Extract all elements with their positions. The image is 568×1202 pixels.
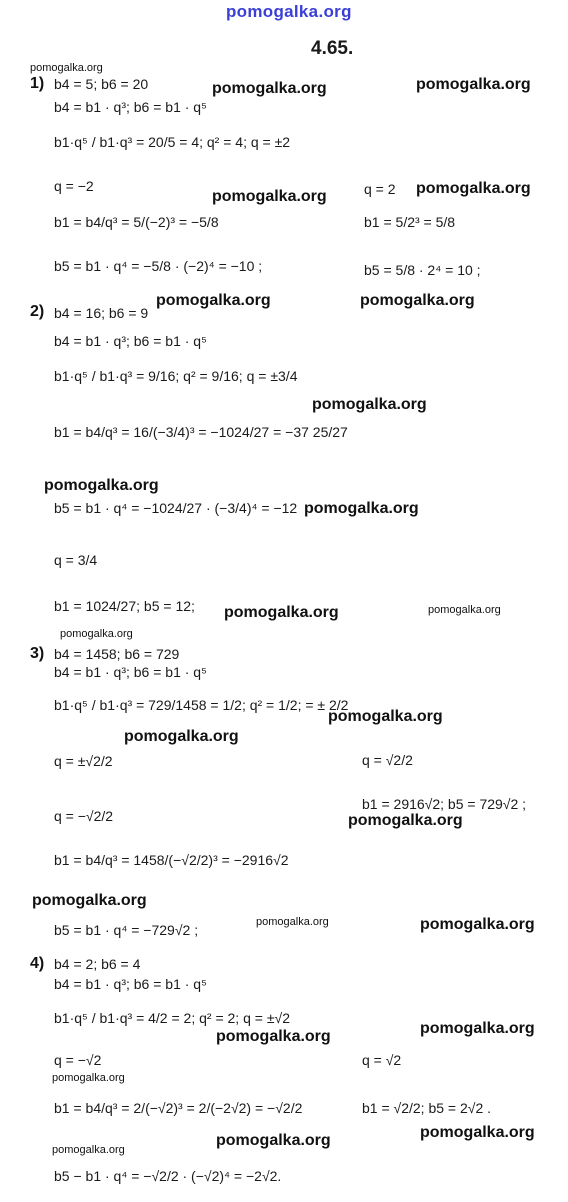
task-number: 4.65. — [311, 38, 354, 59]
watermark: pomogalka.org — [420, 1020, 535, 1037]
watermark: pomogalka.org — [216, 1028, 331, 1045]
watermark: pomogalka.org — [32, 892, 147, 909]
part-label: 3) — [30, 645, 45, 662]
math-line: b4 = 1458; b6 = 729 — [54, 646, 180, 662]
watermark: pomogalka.org — [30, 62, 103, 74]
math-line: b1 = b4/q³ = 1458/(−√2/2)³ = −2916√2 — [54, 852, 289, 868]
math-line: b1 = 2916√2; b5 = 729√2 ; — [362, 796, 527, 812]
math-line: b4 = b1 · q³; b6 = b1 · q⁵ — [54, 333, 207, 349]
math-line: b1·q⁵ / b1·q³ = 20/5 = 4; q² = 4; q = ±2 — [54, 134, 291, 150]
math-line: b4 = b1 · q³; b6 = b1 · q⁵ — [54, 664, 207, 680]
math-line: q = −√2/2 — [54, 808, 114, 824]
watermark: pomogalka.org — [156, 292, 271, 309]
watermark: pomogalka.org — [416, 180, 531, 197]
watermark: pomogalka.org — [224, 604, 339, 621]
math-line: b1·q⁵ / b1·q³ = 729/1458 = 1/2; q² = 1/2; = ± 2/2 — [54, 697, 349, 713]
math-line: b1 = 5/2³ = 5/8 — [364, 214, 456, 230]
watermark: pomogalka.org — [420, 1124, 535, 1141]
math-line: q = ±√2/2 — [54, 753, 113, 769]
watermark: pomogalka.org — [216, 1132, 331, 1149]
math-line: b1·q⁵ / b1·q³ = 4/2 = 2; q² = 2; q = ±√2 — [54, 1010, 290, 1026]
math-line: q = 2 — [364, 181, 396, 197]
math-line: q = −√2 — [54, 1052, 102, 1068]
math-line: b5 = b1 · q⁴ = −729√2 ; — [54, 922, 199, 938]
math-line: b1 = √2/2; b5 = 2√2 . — [362, 1100, 492, 1116]
watermark: pomogalka.org — [124, 728, 239, 745]
math-line: b4 = b1 · q³; b6 = b1 · q⁵ — [54, 976, 207, 992]
math-line: b1 = 1024/27; b5 = 12; — [54, 598, 195, 614]
math-line: b4 = 2; b6 = 4 — [54, 956, 141, 972]
watermark: pomogalka.org — [44, 477, 159, 494]
watermark: pomogalka.org — [360, 292, 475, 309]
watermark: pomogalka.org — [256, 916, 329, 928]
math-line: b4 = 16; b6 = 9 — [54, 305, 149, 321]
math-line: b1 = b4/q³ = 5/(−2)³ = −5/8 — [54, 214, 219, 230]
watermark: pomogalka.org — [428, 604, 501, 616]
math-line: b1·q⁵ / b1·q³ = 9/16; q² = 9/16; q = ±3/4 — [54, 368, 298, 384]
watermark: pomogalka.org — [312, 396, 427, 413]
math-line: b5 = b1 · q⁴ = −5/8 · (−2)⁴ = −10 ; — [54, 258, 263, 274]
math-line: b1 = b4/q³ = 16/(−3/4)³ = −1024/27 = −37 25/27 — [54, 424, 348, 440]
math-line: b5 = 5/8 · 2⁴ = 10 ; — [364, 262, 481, 278]
math-line: b5 = b1 · q⁴ = −1024/27 · (−3/4)⁴ = −12 — [54, 500, 298, 516]
watermark: pomogalka.org — [52, 1144, 125, 1156]
watermark: pomogalka.org — [60, 628, 133, 640]
watermark: pomogalka.org — [348, 812, 463, 829]
watermark: pomogalka.org — [212, 188, 327, 205]
part-label: 2) — [30, 303, 45, 320]
watermark: pomogalka.org — [212, 80, 327, 97]
math-line: q = −2 — [54, 178, 94, 194]
watermark: pomogalka.org — [328, 708, 443, 725]
math-line: b5 − b1 · q⁴ = −√2/2 · (−√2)⁴ = −2√2. — [54, 1168, 282, 1184]
watermark: pomogalka.org — [304, 500, 419, 517]
watermark: pomogalka.org — [420, 916, 535, 933]
part-label: 1) — [30, 75, 45, 92]
part-label: 4) — [30, 955, 45, 972]
site-link[interactable]: pomogalka.org — [226, 2, 352, 21]
math-line: b1 = b4/q³ = 2/(−√2)³ = 2/(−2√2) = −√2/2 — [54, 1100, 303, 1116]
math-line: b4 = b1 · q³; b6 = b1 · q⁵ — [54, 99, 207, 115]
watermark: pomogalka.org — [416, 76, 531, 93]
math-line: q = √2 — [362, 1052, 402, 1068]
math-line: b4 = 5; b6 = 20 — [54, 76, 149, 92]
math-line: q = 3/4 — [54, 552, 98, 568]
watermark: pomogalka.org — [52, 1072, 125, 1084]
math-line: q = √2/2 — [362, 752, 413, 768]
